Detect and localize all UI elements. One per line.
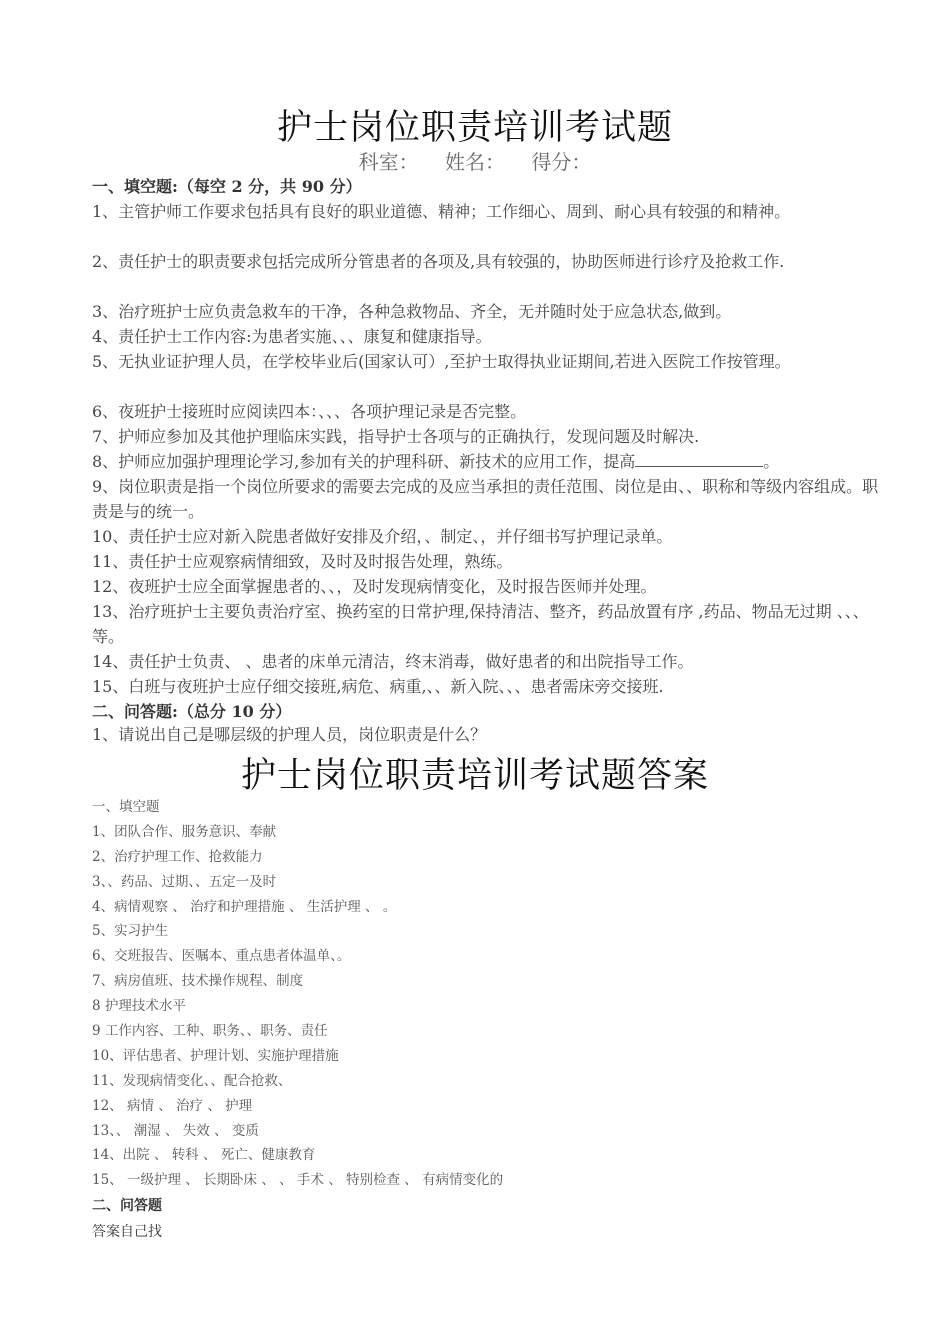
answer-section-essay: 二、问答题: [92, 1198, 162, 1214]
answers-title: 护士岗位职责培训考试题答案: [240, 756, 709, 796]
answer-blank-line: [635, 449, 763, 467]
question-14: 14、责任护士负责、 、患者的床单元清洁，终末消毒，做好患者的和出院指导工作。: [92, 652, 694, 671]
question-10: 10、责任护士应对新入院患者做好安排及介绍，、制定、，并仔细书写护理记录单。: [92, 527, 673, 546]
answer-item: 2、治疗护理工作、抢救能力: [92, 848, 263, 865]
answer-list: [92, 795, 872, 1193]
question-13: 13、治疗班护士主要负责治疗室、换药室的日常护理,保持清洁、整齐，药品放置有序 ,药品、物品无过期 、、、等。: [92, 602, 869, 646]
answer-item: 5、实习护生: [92, 923, 169, 940]
department-label: 科室：: [358, 150, 419, 174]
answer-item: 10、评估患者、护理计划、实施护理措施: [92, 1047, 339, 1064]
answer-item: 8 护理技术水平: [92, 998, 186, 1015]
answer-item: 13、、 潮湿 、 失效 、 变质: [92, 1122, 259, 1139]
name-label: 姓名：: [445, 150, 505, 174]
question-8-text: 8、护师应加强护理理论学习,参加有关的护理科研、新技术的应用工作，提高: [92, 452, 636, 471]
question-4: 4、责任护士工作内容:为患者实施、、、康复和健康指导。: [92, 327, 492, 346]
answer-item: 15、 一级护理 、 长期卧床 、 、 手术 、 特别检查 、 有病情变化的: [92, 1172, 504, 1189]
answer-item: 7、病房值班、技术操作规程、制度: [92, 973, 304, 990]
essay-answer: 答案自己找: [92, 1224, 162, 1240]
exam-meta: [0, 146, 950, 175]
question-2: 2、责任护士的职责要求包括完成所分管患者的各项及,具有较强的，协助医师进行诊疗及抢救工作.: [92, 252, 785, 271]
question-1: 1、主管护师工作要求包括具有良好的职业道德、精神；工作细心、周到、耐心具有较强的和精神。: [92, 202, 791, 221]
question-3: 3、治疗班护士应负责急救车的干净，各种急救物品、齐全，无并随时处于应急状态,做到。: [92, 302, 732, 321]
section-essay-heading: 二、问答题:（总分 10 分）: [92, 702, 292, 721]
answer-item: 6、交班报告、医嘱本、重点患者体温单、。: [92, 948, 351, 965]
question-5: 5、无执业证护理人员，在学校毕业后(国家认可）,至护士取得执业证期间,若进入医院工作按管理。: [92, 352, 791, 371]
answer-item: 12、 病情 、 治疗 、 护理: [92, 1097, 253, 1114]
question-8: [92, 449, 882, 474]
essay-question-1: 1、请说出自己是哪层级的护理人员，岗位职责是什么？: [92, 725, 487, 744]
question-12: 12、夜班护士应全面掌握患者的、、，及时发现病情变化，及时报告医师并处理。: [92, 577, 657, 596]
section-fill-blank-heading: 一、填空题:（每空 2 分，共 90 分）: [92, 177, 362, 196]
answer-section-fill-blank: 一、填空题: [92, 799, 160, 815]
answer-item: 3、、药品、过期、、五定一及时: [92, 873, 277, 890]
answer-item: 1、团队合作、服务意识、奉献: [92, 823, 277, 840]
question-9: 9、岗位职责是指一个岗位所要求的需要去完成的及应当承担的责任范围、岗位是由、、职称和等级内容组成。职责是与的统一。: [92, 477, 879, 521]
score-label: 得分：: [531, 150, 592, 174]
answer-item: 11、发现病情变化、、配合抢救、: [92, 1072, 292, 1089]
answer-item: 14、出院 、 转科 、 死亡、健康教育: [92, 1147, 316, 1164]
question-7: 7、护师应参加及其他护理临床实践，指导护士各项与的正确执行，发现问题及时解决.: [92, 427, 700, 446]
question-8-end: 。: [763, 452, 780, 471]
answer-item: 9 工作内容、工种、职务、、职务、责任: [92, 1023, 328, 1040]
exam-title: 护士岗位职责培训考试题: [276, 108, 673, 148]
question-11: 11、责任护士应观察病情细致，及时及时报告处理，熟练。: [92, 552, 513, 571]
answer-item: 4、病情观察 、 治疗和护理措施 、 生活护理 、 。: [92, 898, 397, 915]
question-15: 15、白班与夜班护士应仔细交接班,病危、病重,、、新入院、、、患者需床旁交接班.: [92, 677, 664, 696]
question-6: 6、夜班护士接班时应阅读四本：、、、各项护理记录是否完整。: [92, 402, 527, 421]
